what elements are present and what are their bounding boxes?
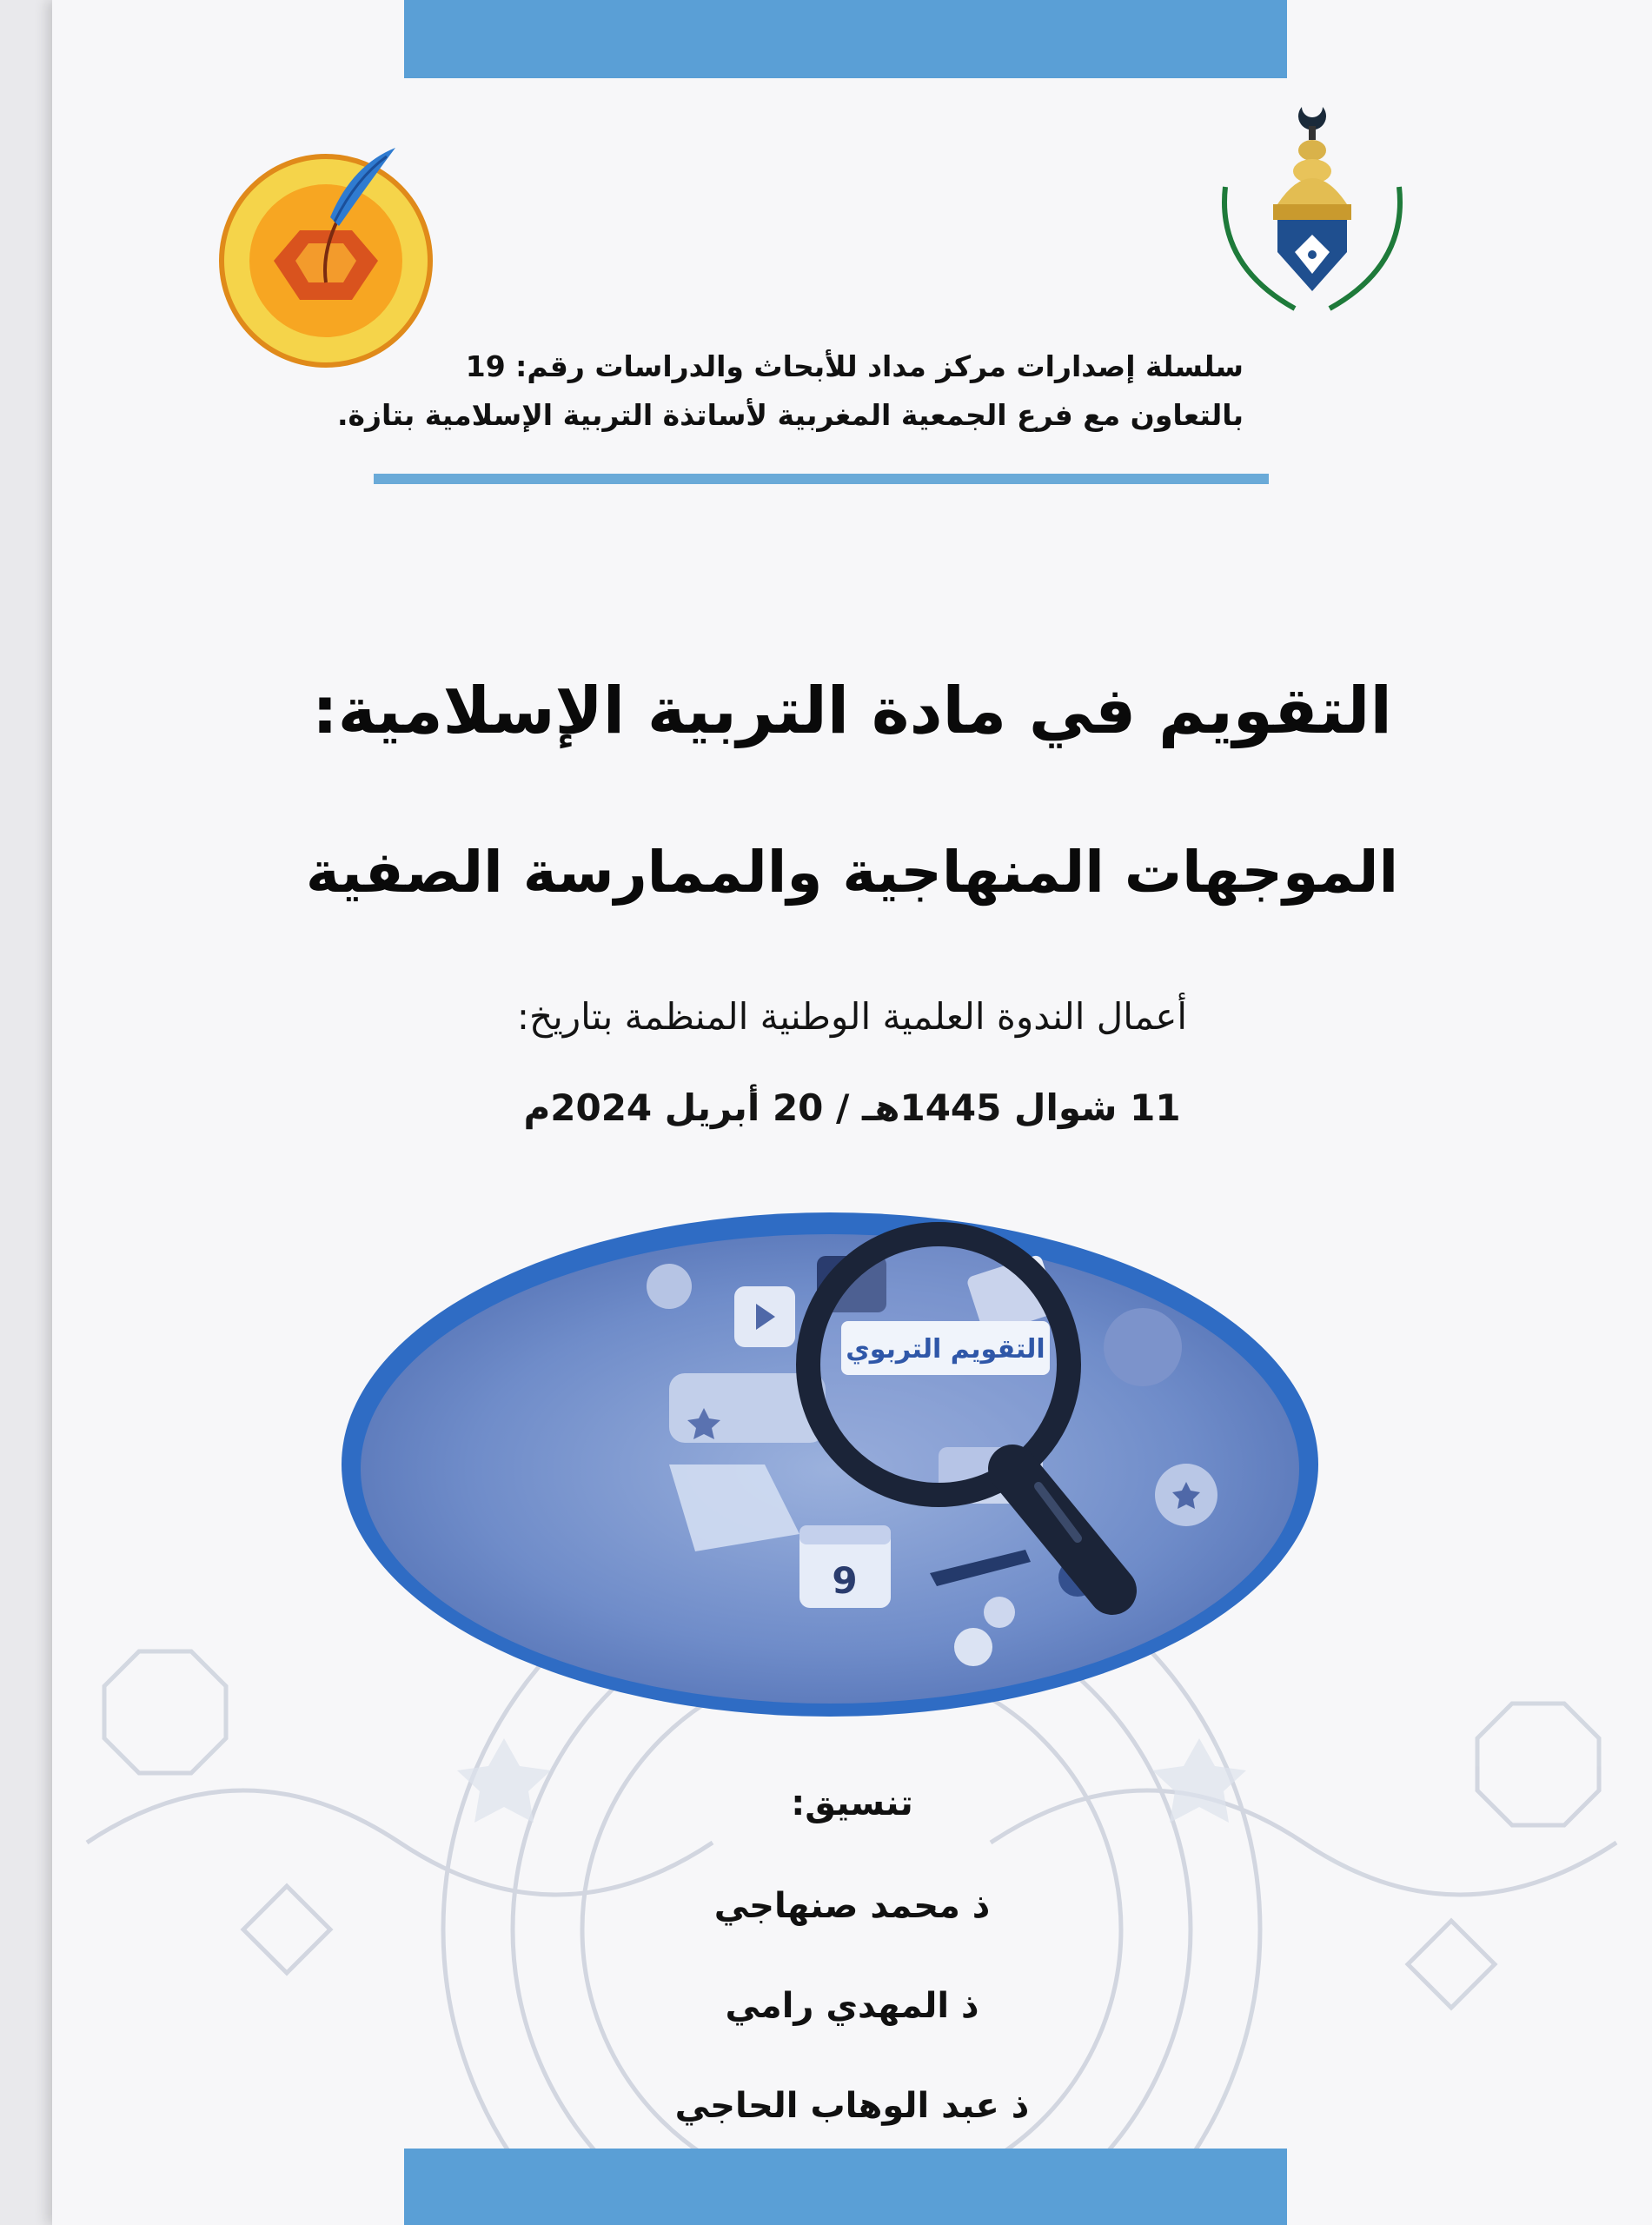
coordinator-1: ذ محمد صنهاجي (713, 1886, 991, 1926)
evaluation-badge-text: التقويم التربوي (846, 1334, 1045, 1365)
coordinator-3: ذ عبد الوهاب الحاجي (674, 2086, 1030, 2126)
book-cover (52, 0, 1652, 2225)
main-title: التقويم في مادة التربية الإسلامية: (312, 674, 1392, 748)
symposium-line: أعمال الندوة العلمية الوطنية المنظمة بتاريخ: (516, 995, 1188, 1038)
series-info (288, 342, 1244, 440)
coordination-label: تنسيق: (791, 1783, 913, 1823)
gear-icon (647, 1264, 692, 1309)
main-subtitle: الموجهات المنهاجية والممارسة الصفية (305, 839, 1399, 906)
coordinator-2: ذ المهدي رامي (725, 1986, 979, 2026)
bottom-blue-band (404, 2149, 1287, 2225)
clock-icon (1104, 1308, 1182, 1386)
series-line-1: سلسلة إصدارات مركز مداد للأبحاث والدراسات رقم: 19 (465, 349, 1244, 383)
date-line: 11 شوال 1445هـ / 20 أبريل 2024م (523, 1086, 1181, 1129)
divider-rule (374, 474, 1269, 484)
evaluation-illustration (330, 1204, 1330, 1725)
series-line-2: بالتعاون مع فرع الجمعية المغربية لأساتذة التربية الإسلامية بتازة. (337, 398, 1244, 432)
calendar-number: 9 (832, 1559, 858, 1602)
association-logo-icon (1191, 91, 1434, 335)
top-blue-band (404, 0, 1287, 78)
